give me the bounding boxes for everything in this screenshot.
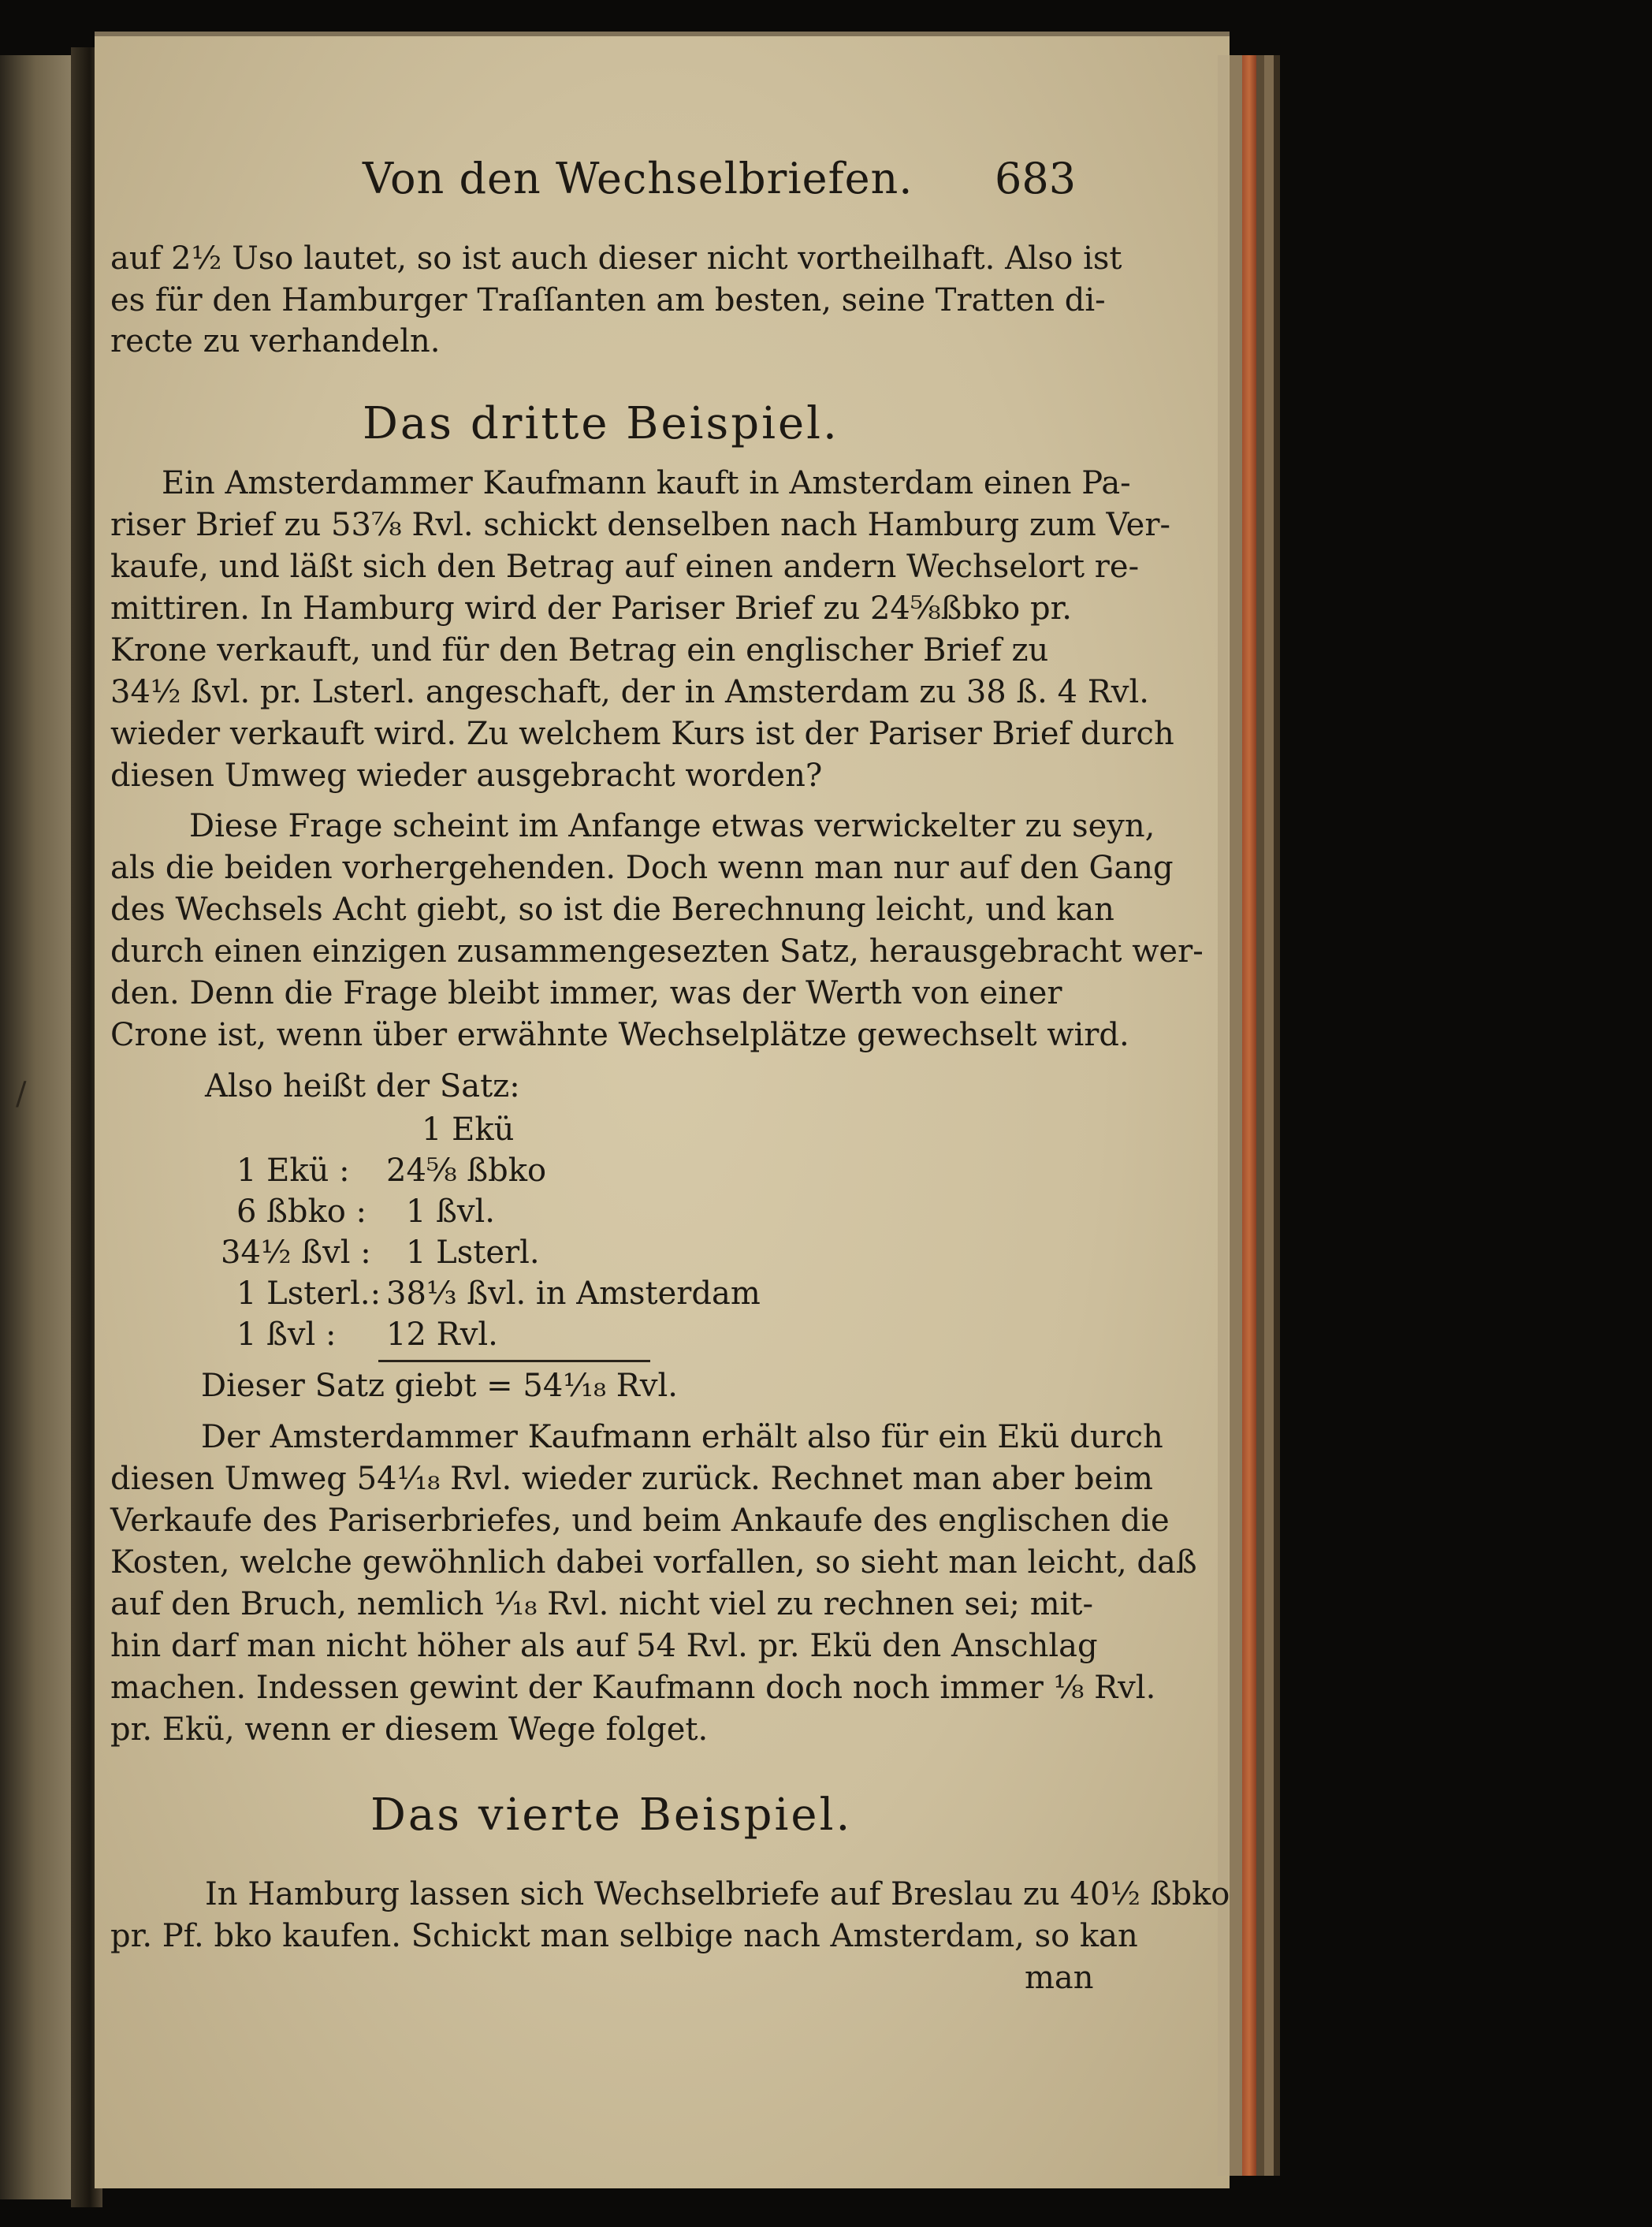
- calc-rule: [378, 1360, 650, 1362]
- text-line: mittiren. In Hamburg wird der Pariser Brief zu 24⅝ßbko pr.: [110, 590, 1073, 627]
- calc-right: 24⅝ ßbko: [386, 1153, 547, 1189]
- text-line: In Hamburg lassen sich Wechselbriefe auf Breslau zu 40½ ßbko: [205, 1876, 1230, 1912]
- page-edge: [1256, 55, 1264, 2176]
- facing-page-edge: [0, 55, 71, 2199]
- text-line: Der Amsterdammer Kaufmann erhält also für ein Ekü durch: [201, 1419, 1163, 1455]
- text-line: riser Brief zu 53⅞ Rvl. schickt denselben nach Hamburg zum Ver-: [110, 507, 1170, 543]
- running-header: Von den Wechselbriefen.: [363, 154, 913, 203]
- page-edge: [1264, 55, 1274, 2176]
- text-line: recte zu verhandeln.: [110, 323, 441, 359]
- calc-intro: Also heißt der Satz:: [205, 1068, 520, 1104]
- page-edge: [1218, 55, 1229, 2176]
- calc-left: 6 ßbko :: [236, 1194, 366, 1230]
- section-heading: Das vierte Beispiel.: [370, 1789, 853, 1841]
- text-line: Kosten, welche gewöhnlich dabei vorfallen, so sieht man leicht, daß: [110, 1544, 1197, 1581]
- text-line: des Wechsels Acht giebt, so ist die Berechnung leicht, und kan: [110, 892, 1114, 928]
- catchword: man: [1025, 1960, 1094, 1996]
- calc-right: 1 ßvl.: [406, 1194, 495, 1230]
- text-line: hin darf man nicht höher als auf 54 Rvl. pr. Ekü den Anschlag: [110, 1628, 1098, 1664]
- calc-right: 38⅓ ßvl. in Amsterdam: [386, 1275, 761, 1312]
- page-edge-red: [1242, 55, 1256, 2176]
- calc-left: 1 Lsterl.:: [236, 1275, 381, 1312]
- calc-right: 12 Rvl.: [386, 1316, 498, 1353]
- text-line: diesen Umweg 54¹⁄₁₈ Rvl. wieder zurück. Rechnet man aber beim: [110, 1461, 1153, 1497]
- text-line: durch einen einzigen zusammengesezten Satz, herausgebracht wer-: [110, 933, 1204, 970]
- text-line: Ein Amsterdammer Kaufmann kauft in Amsterdam einen Pa-: [162, 465, 1131, 501]
- calc-result: Dieser Satz giebt = 54¹⁄₁₈ Rvl.: [201, 1368, 678, 1404]
- text-line: den. Denn die Frage bleibt immer, was der Werth von einer: [110, 975, 1062, 1011]
- text-line: wieder verkauft wird. Zu welchem Kurs ist der Pariser Brief durch: [110, 716, 1174, 752]
- page-edge: [1274, 55, 1280, 2176]
- text-line: auf den Bruch, nemlich ¹⁄₁₈ Rvl. nicht viel zu rechnen sei; mit-: [110, 1586, 1094, 1622]
- text-line: 34½ ßvl. pr. Lsterl. angeschaft, der in Amsterdam zu 38 ß. 4 Rvl.: [110, 674, 1149, 710]
- text-line: Verkaufe des Pariserbriefes, und beim Ankaufe des englischen die: [110, 1503, 1170, 1539]
- text-line: es für den Hamburger Traſſanten am besten, seine Tratten di-: [110, 282, 1106, 318]
- calc-left: 1 Ekü :: [236, 1153, 350, 1189]
- text-line: Diese Frage scheint im Anfange etwas verwickelter zu seyn,: [189, 808, 1155, 844]
- text-line: Krone verkauft, und für den Betrag ein englischer Brief zu: [110, 632, 1049, 668]
- text-line: kaufe, und läßt sich den Betrag auf einen andern Wechselort re-: [110, 549, 1140, 585]
- calc-left: 1 ßvl :: [236, 1316, 337, 1353]
- text-line: pr. Pf. bko kaufen. Schickt man selbige nach Amsterdam, so kan: [110, 1918, 1138, 1954]
- text-line: auf 2½ Uso lautet, so ist auch dieser nicht vortheilhaft. Also ist: [110, 240, 1122, 277]
- text-line: machen. Indessen gewint der Kaufmann doch noch immer ⅛ Rvl.: [110, 1670, 1156, 1706]
- section-heading: Das dritte Beispiel.: [363, 398, 839, 449]
- calc-head: 1 Ekü: [422, 1112, 515, 1148]
- text-line: Crone ist, wenn über erwähnte Wechselplätze gewechselt wird.: [110, 1017, 1129, 1053]
- text-line: pr. Ekü, wenn er diesem Wege folget.: [110, 1711, 709, 1748]
- text-line: diesen Umweg wieder ausgebracht worden?: [110, 758, 823, 794]
- text-line: als die beiden vorhergehenden. Doch wenn man nur auf den Gang: [110, 850, 1174, 886]
- calc-left: 34½ ßvl :: [221, 1235, 371, 1271]
- page-edge: [1230, 55, 1242, 2176]
- calc-right: 1 Lsterl.: [406, 1235, 540, 1271]
- margin-mark: /: [16, 1076, 27, 1112]
- page-number: 683: [995, 154, 1077, 203]
